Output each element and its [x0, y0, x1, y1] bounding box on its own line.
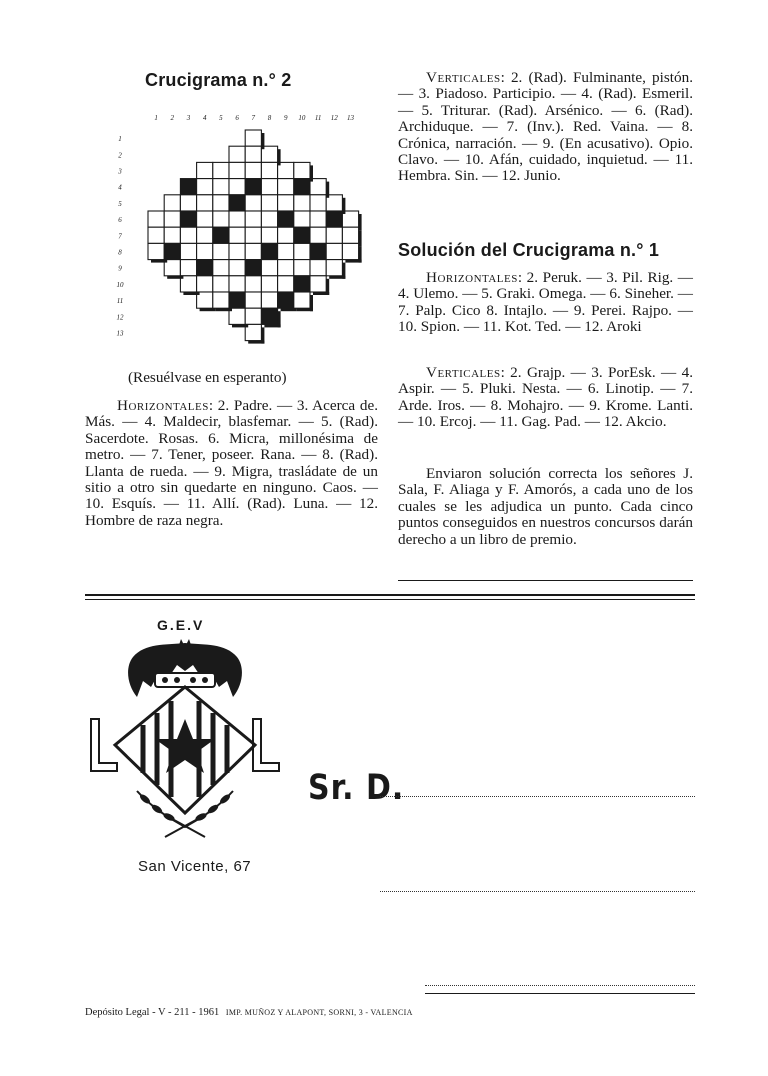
emblem-address: San Vicente, 67	[138, 858, 252, 875]
cell-black[interactable]	[278, 292, 294, 308]
cell-white[interactable]	[342, 227, 358, 243]
col-number: 1	[154, 114, 158, 122]
col-number: 5	[219, 114, 223, 122]
cell-white[interactable]	[180, 243, 196, 259]
cell-white[interactable]	[294, 243, 310, 259]
separator-rule-bottom	[85, 599, 695, 600]
grid-shadow	[281, 308, 297, 311]
solution-title: Solución del Crucigrama n.° 1	[398, 240, 660, 260]
cell-black[interactable]	[164, 243, 180, 259]
grid-shadow	[151, 260, 167, 263]
row-number: 2	[118, 151, 122, 160]
horizontales-clues	[85, 398, 378, 529]
cell-white[interactable]	[213, 276, 229, 292]
verticales-heading: Verticales	[426, 69, 501, 86]
cell-white[interactable]	[245, 227, 261, 243]
cell-white[interactable]	[261, 292, 277, 308]
cell-white[interactable]	[245, 276, 261, 292]
cell-white[interactable]	[197, 276, 213, 292]
cell-white[interactable]	[229, 179, 245, 195]
printer-imprint: IMP. MUÑOZ Y ALAPONT, SORNI, 3 - VALENCIA	[225, 1008, 413, 1017]
cell-white[interactable]	[278, 276, 294, 292]
cell-white[interactable]	[197, 211, 213, 227]
cell-white[interactable]	[197, 162, 213, 178]
puzzle-title: Crucigrama n.° 2	[145, 70, 292, 90]
cell-white[interactable]	[261, 227, 277, 243]
col-number: 8	[267, 114, 272, 122]
solution-vert-heading: Verticales	[426, 364, 501, 381]
cell-white[interactable]	[213, 162, 229, 178]
cell-white[interactable]	[229, 162, 245, 178]
winners-note: Enviaron solución correcta los señores J. Sala, F. Aliaga y F. Amorós, a cada uno de los cuales se les adjudica un punto. Cada cinco puntos conseguidos en nuestros concursos darán derecho a un libro de premio.	[398, 465, 693, 548]
cell-white[interactable]	[278, 227, 294, 243]
cell-white[interactable]	[180, 260, 196, 276]
cell-white[interactable]	[261, 179, 277, 195]
row-number: 5	[118, 199, 122, 208]
cell-white[interactable]	[278, 260, 294, 276]
cell-white[interactable]	[294, 195, 310, 211]
verticales-clues	[398, 70, 693, 185]
grid-shadow	[313, 292, 329, 295]
cell-white[interactable]	[326, 243, 342, 259]
cell-black[interactable]	[310, 243, 326, 259]
cell-white[interactable]	[278, 243, 294, 259]
col-number: 13	[347, 114, 354, 122]
col-number: 3	[186, 114, 191, 122]
cell-white[interactable]	[213, 260, 229, 276]
cell-white[interactable]	[310, 276, 326, 292]
cell-white[interactable]	[213, 243, 229, 259]
puzzle-instruction: (Resuélvase en esperanto)	[128, 369, 287, 386]
row-number: 1	[118, 135, 122, 144]
row-number: 6	[118, 216, 122, 225]
row-number: 10	[116, 280, 124, 289]
emblem-shield-icon	[85, 615, 285, 845]
cell-white[interactable]	[164, 227, 180, 243]
cell-white[interactable]	[326, 227, 342, 243]
cell-black[interactable]	[294, 276, 310, 292]
col-number: 4	[202, 114, 207, 122]
cell-white[interactable]	[245, 243, 261, 259]
cell-white[interactable]	[164, 211, 180, 227]
separator-rule-top	[85, 594, 695, 596]
row-number: 7	[118, 232, 122, 241]
grid-shadow	[329, 276, 345, 279]
cell-black[interactable]	[294, 179, 310, 195]
address-line-3[interactable]	[425, 985, 695, 986]
cell-white[interactable]	[294, 211, 310, 227]
cell-white[interactable]	[278, 179, 294, 195]
grid-shadow	[359, 214, 362, 230]
cell-white[interactable]	[229, 260, 245, 276]
grid-shadow	[359, 230, 362, 246]
addressee-label: Sr. D.	[308, 768, 405, 809]
solution-vert-body: : 2. Grajp. — 3. PorEsk. — 4. Aspir. — 5. Pluki. Nesta. — 6. Linotip. — 7. Arde. Iros. — 8. Mohajro. — 9. Krome. Lanti. — 10. Ercoj. — 11. Gag. Pad. — 12. Akcio.	[398, 364, 693, 431]
grid-shadow	[261, 133, 264, 149]
cell-black[interactable]	[261, 308, 277, 324]
cell-white[interactable]	[197, 179, 213, 195]
cell-white[interactable]	[310, 195, 326, 211]
grid-shadow	[310, 165, 313, 181]
cell-white[interactable]	[245, 211, 261, 227]
cell-white[interactable]	[213, 179, 229, 195]
cell-white[interactable]	[164, 195, 180, 211]
cell-white[interactable]	[294, 162, 310, 178]
right-column-rule	[398, 580, 693, 581]
cell-white[interactable]	[294, 260, 310, 276]
address-line-1[interactable]	[380, 796, 695, 797]
col-number: 9	[283, 114, 288, 122]
row-number: 4	[118, 183, 122, 192]
cell-black[interactable]	[326, 211, 342, 227]
cell-white[interactable]	[213, 292, 229, 308]
cell-white[interactable]	[310, 227, 326, 243]
cell-white[interactable]	[213, 211, 229, 227]
cell-white[interactable]	[261, 162, 277, 178]
footer	[85, 1007, 413, 1018]
legal-deposit: Depósito Legal - V - 211 - 1961	[85, 1007, 220, 1018]
solution-horizontales	[398, 270, 693, 336]
horizontales-heading: Horizontales	[117, 397, 209, 414]
emblem-initials: G.E.V	[157, 617, 205, 633]
cell-black[interactable]	[229, 195, 245, 211]
cell-white[interactable]	[229, 227, 245, 243]
solution-verticales	[398, 365, 693, 431]
solution-horiz-heading: Horizontales	[426, 269, 518, 286]
cell-black[interactable]	[180, 211, 196, 227]
cell-white[interactable]	[310, 211, 326, 227]
cell-white[interactable]	[148, 243, 164, 259]
cell-white[interactable]	[148, 211, 164, 227]
cell-white[interactable]	[197, 227, 213, 243]
crossword-grid[interactable]	[110, 108, 360, 338]
grid-shadow	[216, 308, 232, 311]
cell-black[interactable]	[278, 211, 294, 227]
cell-black[interactable]	[213, 227, 229, 243]
cell-black[interactable]	[245, 179, 261, 195]
grid-shadow	[278, 149, 281, 165]
cell-white[interactable]	[245, 195, 261, 211]
cell-white[interactable]	[261, 276, 277, 292]
horizontales-body: : 2. Padre. — 3. Acerca de. Más. — 4. Maldecir, blasfemar. — 5. (Rad). Sacerdote. Rosas. 6. Micra, millonésima de metro. — 7. Tener, poseer. Rana. — 8. (Rad). Llanta de rueda. — 9. Migra, trasládate de un sitio a otro sin quedarte en ninguno. Caos. — 10. Esquís. — 11. Allí. (Rad). Luna. — 12. Hombre de raza negra.	[85, 397, 378, 529]
cell-white[interactable]	[148, 227, 164, 243]
grid-shadow	[264, 324, 280, 327]
cell-black[interactable]	[197, 260, 213, 276]
cell-white[interactable]	[245, 308, 261, 324]
solution-horiz-body: : 2. Peruk. — 3. Pil. Rig. — 4. Ulemo. — 5. Graki. Omega. — 6. Sineher. — 7. Palp. Cico 8. Intajlo. — 9. Perei. Rajpo. — 10. Spion. — 11. Kot. Ted. — 12. Aroki	[398, 269, 693, 336]
grid-shadow	[248, 341, 264, 344]
cell-white[interactable]	[278, 195, 294, 211]
col-number: 6	[235, 114, 239, 122]
cell-black[interactable]	[245, 260, 261, 276]
row-number: 9	[118, 264, 122, 273]
cell-white[interactable]	[245, 162, 261, 178]
cell-white[interactable]	[261, 260, 277, 276]
cell-white[interactable]	[197, 243, 213, 259]
grid-shadow	[345, 260, 361, 263]
row-number: 11	[116, 297, 124, 306]
grid-shadow	[342, 198, 345, 214]
verticales-body: : 2. (Rad). Fulminante, pistón. — 3. Piadoso. Participio. — 4. (Rad). Esmeril. — 5. Triturar. (Rad). Arsénico. — 6. (Rad). Archiduque. — 7. (Inv.). Red. Vaina. — 8. Crónica, narración. — 9. (En acusativo). Opio. Clavo. — 10. Afán, cuidado, inquietud. — 11. Hembra. Sin. — 12. Junio.	[398, 69, 693, 185]
cell-white[interactable]	[229, 243, 245, 259]
cell-white[interactable]	[180, 227, 196, 243]
grid-shadow	[200, 308, 216, 311]
cell-white[interactable]	[326, 260, 342, 276]
grid-shadow	[326, 182, 329, 198]
row-number: 12	[116, 313, 124, 322]
cell-white[interactable]	[294, 292, 310, 308]
grid-shadow	[297, 308, 313, 311]
row-number: 3	[118, 167, 122, 176]
cell-white[interactable]	[245, 130, 261, 146]
row-number: 13	[116, 329, 124, 338]
cell-white[interactable]	[213, 195, 229, 211]
row-number: 8	[118, 248, 122, 257]
col-number: 10	[298, 114, 306, 122]
cell-white[interactable]	[229, 146, 245, 162]
cell-black[interactable]	[261, 243, 277, 259]
cell-white[interactable]	[245, 292, 261, 308]
grid-shadow	[183, 292, 199, 295]
cell-black[interactable]	[294, 227, 310, 243]
cell-white[interactable]	[261, 211, 277, 227]
cell-white[interactable]	[197, 195, 213, 211]
col-number: 2	[170, 114, 175, 122]
col-number: 7	[251, 114, 256, 122]
cell-white[interactable]	[229, 276, 245, 292]
grid-shadow	[232, 324, 248, 327]
gev-emblem	[85, 615, 285, 845]
cell-white[interactable]	[245, 146, 261, 162]
cell-white[interactable]	[310, 260, 326, 276]
cell-black[interactable]	[180, 179, 196, 195]
cell-white[interactable]	[229, 211, 245, 227]
grid-shadow	[167, 276, 183, 279]
cell-white[interactable]	[180, 195, 196, 211]
cell-black[interactable]	[229, 292, 245, 308]
cell-white[interactable]	[342, 243, 358, 259]
address-line-2[interactable]	[380, 891, 695, 892]
cell-white[interactable]	[261, 195, 277, 211]
col-number: 12	[330, 114, 338, 122]
col-number: 11	[314, 114, 322, 122]
address-underline	[425, 993, 695, 994]
